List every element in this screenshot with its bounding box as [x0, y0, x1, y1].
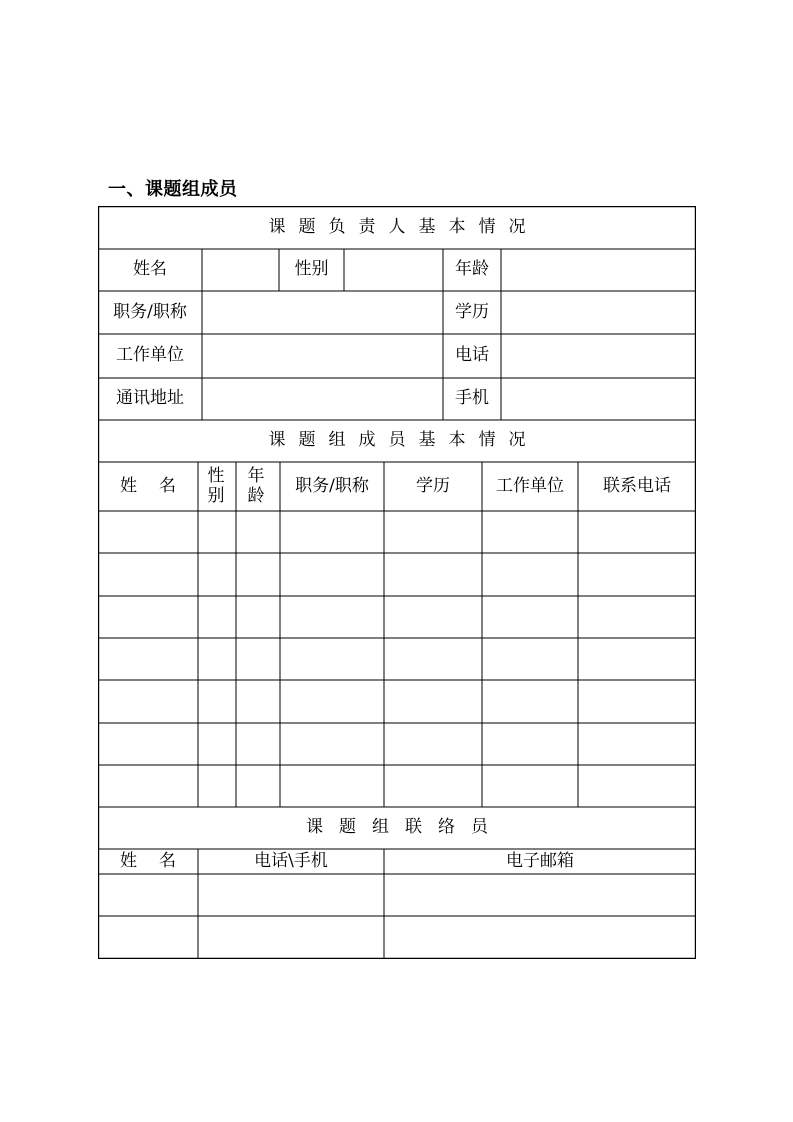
table-row[interactable]	[98, 916, 696, 958]
leader-education-field[interactable]	[501, 291, 696, 334]
members-col-workplace: 工作单位	[496, 475, 564, 496]
leader-mobile-field[interactable]	[501, 378, 696, 420]
leader-name-label: 姓名	[133, 259, 167, 280]
leader-section-title: 课题负责人基本情况	[268, 216, 539, 237]
members-col-name: 姓名	[120, 475, 198, 496]
table-row[interactable]	[98, 874, 696, 916]
table-row[interactable]	[98, 765, 696, 807]
leader-workplace-label: 工作单位	[116, 345, 184, 366]
leader-gender-field[interactable]	[344, 249, 443, 291]
leader-address-label: 通讯地址	[116, 388, 184, 409]
leader-education-label: 学历	[455, 301, 489, 322]
leader-address-field[interactable]	[202, 378, 443, 420]
leader-phone-label: 电话	[455, 345, 489, 366]
leader-age-field[interactable]	[501, 249, 696, 291]
section-heading: 一、课题组成员	[108, 179, 238, 200]
members-col-gender: 性别	[207, 465, 225, 506]
members-col-age: 年龄	[247, 465, 265, 506]
members-col-contact-phone: 联系电话	[603, 475, 671, 496]
leader-position-field[interactable]	[202, 291, 443, 334]
table-row[interactable]	[98, 553, 696, 595]
liaison-col-email: 电子邮箱	[506, 850, 574, 871]
leader-mobile-label: 手机	[455, 388, 489, 409]
table-row[interactable]	[98, 596, 696, 638]
leader-position-label: 职务/职称	[113, 301, 187, 322]
table-row[interactable]	[98, 638, 696, 680]
members-col-education: 学历	[416, 475, 450, 496]
table-row[interactable]	[98, 680, 696, 722]
liaison-col-phone: 电话\手机	[254, 850, 328, 871]
member-form-table	[98, 206, 696, 959]
liaison-section-title: 课题组联络员	[306, 817, 504, 838]
leader-name-field[interactable]	[202, 249, 279, 291]
members-section-title: 课题组成员基本情况	[268, 430, 539, 451]
leader-workplace-field[interactable]	[202, 334, 443, 378]
table-row[interactable]	[98, 511, 696, 553]
table-row[interactable]	[98, 723, 696, 765]
leader-phone-field[interactable]	[501, 334, 696, 378]
members-col-position: 职务/职称	[295, 475, 369, 496]
leader-age-label: 年龄	[455, 259, 489, 280]
leader-gender-label: 性别	[294, 259, 329, 280]
liaison-col-name: 姓名	[120, 850, 198, 871]
